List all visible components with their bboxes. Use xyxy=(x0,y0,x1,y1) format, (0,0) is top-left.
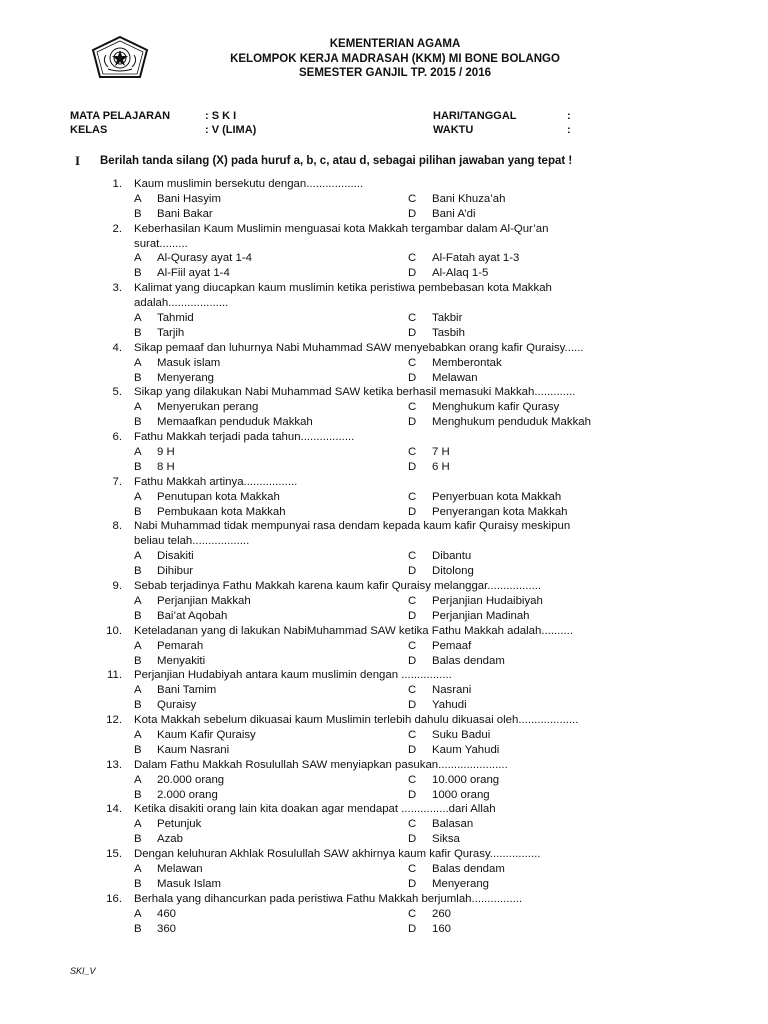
option-letter-c[interactable]: C xyxy=(408,356,417,369)
question-line xyxy=(0,222,768,237)
option-b: Bani Bakar xyxy=(157,207,213,220)
option-a: 460 xyxy=(157,907,177,920)
question-item xyxy=(0,222,768,282)
question-item xyxy=(0,624,768,669)
header-group: KELOMPOK KERJA MADRASAH (KKM) MI BONE BOLANGO xyxy=(230,52,560,65)
option-letter-d[interactable]: D xyxy=(408,267,417,280)
options-row xyxy=(0,743,768,758)
option-d: Kaum Yahudi xyxy=(432,743,500,756)
option-letter-d[interactable]: D xyxy=(408,833,417,846)
options-row xyxy=(0,683,768,698)
option-a: Disakiti xyxy=(157,550,194,563)
option-letter-c[interactable]: C xyxy=(408,312,417,325)
option-b: Menyerang xyxy=(157,371,214,384)
option-letter-d[interactable]: D xyxy=(408,609,417,622)
question-number: 15. xyxy=(106,848,122,861)
question-text: Fathu Makkah artinya................. xyxy=(134,475,298,488)
question-number: 12. xyxy=(106,714,122,727)
option-letter-d[interactable]: D xyxy=(408,922,417,935)
options-row xyxy=(0,326,768,341)
options-row xyxy=(0,460,768,475)
header-semester: SEMESTER GANJIL TP. 2015 / 2016 xyxy=(299,67,491,79)
option-letter-c[interactable]: C xyxy=(408,594,417,607)
option-a: Bani Hasyim xyxy=(157,192,221,205)
question-number: 9. xyxy=(112,580,122,593)
option-letter-a[interactable]: A xyxy=(134,550,142,563)
option-letter-b[interactable]: B xyxy=(134,609,142,622)
question-number: 5. xyxy=(112,386,122,399)
question-text: Keteladanan yang di lakukan NabiMuhammad SAW ketika Fathu Makkah adalah.......... xyxy=(134,624,573,637)
section-number: I xyxy=(75,153,81,168)
option-c: Menghukum kafir Qurasy xyxy=(432,401,560,414)
option-c: Balas dendam xyxy=(432,862,505,875)
option-d: Tasbih xyxy=(432,326,465,339)
option-d: 160 xyxy=(432,922,452,935)
option-letter-b[interactable]: B xyxy=(134,207,142,220)
option-letter-c[interactable]: C xyxy=(408,639,417,652)
question-item xyxy=(0,177,768,222)
option-d: Menyerang xyxy=(432,877,489,890)
options-row xyxy=(0,698,768,713)
option-letter-a[interactable]: A xyxy=(134,862,142,875)
question-text: Sebab terjadinya Fathu Makkah karena kaum kafir Quraisy melanggar................. xyxy=(134,580,542,593)
option-b: 8 H xyxy=(157,460,175,473)
question-item xyxy=(0,475,768,520)
option-c: Al-Fatah ayat 1-3 xyxy=(432,252,520,265)
question-line xyxy=(0,385,768,400)
question-text: Sikap pemaaf dan luhurnya Nabi Muhammad SAW menyebabkan orang kafir Quraisy...... xyxy=(134,341,584,354)
option-b: Pembukaan kota Makkah xyxy=(157,505,286,518)
option-a: 20.000 orang xyxy=(157,773,225,786)
options-row xyxy=(0,415,768,430)
options-row xyxy=(0,266,768,281)
option-d: 6 H xyxy=(432,460,450,473)
option-c: 10.000 orang xyxy=(432,773,500,786)
ministry-logo xyxy=(90,35,150,79)
option-letter-d[interactable]: D xyxy=(408,207,417,220)
class-value: : V (LIMA) xyxy=(205,124,257,136)
option-c: Bani Khuza’ah xyxy=(432,192,506,205)
ministry-emblem-icon xyxy=(90,35,150,79)
day-label: HARI/TANGGAL xyxy=(433,110,517,122)
options-row xyxy=(0,356,768,371)
question-line xyxy=(0,624,768,639)
options-row xyxy=(0,505,768,520)
question-number: 11. xyxy=(107,669,122,682)
question-text: Dalam Fathu Makkah Rosulullah SAW menyiapkan pasukan...................... xyxy=(134,758,508,771)
option-letter-b[interactable]: B xyxy=(134,416,142,429)
options-row xyxy=(0,400,768,415)
question-item xyxy=(0,341,768,386)
option-letter-c[interactable]: C xyxy=(408,446,417,459)
question-item xyxy=(0,385,768,430)
question-text: Berhala yang dihancurkan pada peristiwa Fathu Makkah berjumlah................ xyxy=(134,892,523,905)
options-row xyxy=(0,445,768,460)
class-label: KELAS xyxy=(70,124,108,136)
question-line xyxy=(0,758,768,773)
question-item xyxy=(0,802,768,847)
options-row xyxy=(0,654,768,669)
option-letter-b[interactable]: B xyxy=(134,505,142,518)
question-item xyxy=(0,579,768,624)
option-b: 2.000 orang xyxy=(157,788,218,801)
question-text: Ketika disakiti orang lain kita doakan agar mendapat ...............dari Allah xyxy=(134,803,496,816)
option-c: Penyerbuan kota Makkah xyxy=(432,490,562,503)
question-number: 16. xyxy=(106,892,122,905)
option-a: Melawan xyxy=(157,862,203,875)
time-value: : xyxy=(567,124,571,136)
section-instruction: Berilah tanda silang (X) pada huruf a, b, c, atau d, sebagai pilihan jawaban yang tepat ! xyxy=(100,155,573,167)
option-letter-d[interactable]: D xyxy=(408,416,417,429)
option-b: Menyakiti xyxy=(157,654,206,667)
options-row xyxy=(0,311,768,326)
option-letter-c[interactable]: C xyxy=(408,728,417,741)
footer-code: SKI_V xyxy=(70,966,96,976)
exam-info xyxy=(70,109,690,137)
question-text: Kota Makkah sebelum dikuasai kaum Muslimin terlebih dahulu dikuasai oleh................... xyxy=(134,714,579,727)
option-letter-d[interactable]: D xyxy=(408,743,417,756)
day-value: : xyxy=(567,110,571,122)
options-row xyxy=(0,832,768,847)
option-letter-d[interactable]: D xyxy=(408,460,417,473)
question-item xyxy=(0,668,768,713)
option-c: 7 H xyxy=(432,446,450,459)
option-b: Dihibur xyxy=(157,565,194,578)
info-row-class xyxy=(70,123,690,137)
question-text: Sikap yang dilakukan Nabi Muhammad SAW ketika berhasil memasuki Makkah............. xyxy=(134,386,576,399)
question-text: Fathu Makkah terjadi pada tahun................. xyxy=(134,431,355,444)
options-row xyxy=(0,862,768,877)
option-letter-c[interactable]: C xyxy=(408,401,417,414)
option-letter-a[interactable]: A xyxy=(134,356,142,369)
option-a: Penutupan kota Makkah xyxy=(157,490,280,503)
options-row xyxy=(0,877,768,892)
option-b: Masuk Islam xyxy=(157,877,221,890)
options-row xyxy=(0,817,768,832)
question-line xyxy=(0,281,768,296)
option-d: Menghukum penduduk Makkah xyxy=(432,416,591,429)
option-letter-d[interactable]: D xyxy=(408,699,417,712)
option-c: Takbir xyxy=(432,312,463,325)
options-row xyxy=(0,207,768,222)
option-c: Dibantu xyxy=(432,550,472,563)
options-row xyxy=(0,907,768,922)
option-d: Penyerangan kota Makkah xyxy=(432,505,568,518)
question-number: 14. xyxy=(106,803,122,816)
option-a: Menyerukan perang xyxy=(157,401,259,414)
question-text: Perjanjian Hudabiyah antara kaum muslimin dengan ................ xyxy=(134,669,452,682)
option-c: Pemaaf xyxy=(432,639,472,652)
question-number: 3. xyxy=(112,282,122,295)
options-row xyxy=(0,639,768,654)
option-d: Bani A’di xyxy=(432,207,476,220)
option-a: Bani Tamim xyxy=(157,684,217,697)
question-line xyxy=(0,892,768,907)
question-text: Kaum muslimin bersekutu dengan.................. xyxy=(134,178,364,190)
option-c: 260 xyxy=(432,907,452,920)
option-letter-d[interactable]: D xyxy=(408,326,417,339)
option-letter-b[interactable]: B xyxy=(134,788,142,801)
options-row xyxy=(0,594,768,609)
question-text: adalah................... xyxy=(134,297,229,310)
option-letter-c[interactable]: C xyxy=(408,684,417,697)
question-line xyxy=(0,534,768,549)
option-b: Quraisy xyxy=(157,699,197,712)
option-letter-b[interactable]: B xyxy=(134,565,142,578)
option-letter-b[interactable]: B xyxy=(134,922,142,935)
subject-label: MATA PELAJARAN xyxy=(70,110,171,122)
option-letter-a[interactable]: A xyxy=(134,490,142,503)
option-letter-b[interactable]: B xyxy=(134,267,142,280)
question-line xyxy=(0,802,768,817)
option-c: Perjanjian Hudaibiyah xyxy=(432,594,543,607)
option-letter-a[interactable]: A xyxy=(134,401,142,414)
option-letter-b[interactable]: B xyxy=(134,877,142,890)
question-line xyxy=(0,177,768,192)
option-a: Pemarah xyxy=(157,639,204,652)
options-row xyxy=(0,549,768,564)
question-text: Kalimat yang diucapkan kaum muslimin ketika peristiwa pembebasan kota Makkah xyxy=(134,282,552,295)
option-letter-b[interactable]: B xyxy=(134,460,142,473)
option-letter-d[interactable]: D xyxy=(408,565,417,578)
option-c: Suku Badui xyxy=(432,728,491,741)
info-row-subject xyxy=(70,109,690,123)
option-letter-c[interactable]: C xyxy=(408,550,417,563)
option-a: Tahmid xyxy=(157,312,194,325)
option-letter-a[interactable]: A xyxy=(134,446,142,459)
option-letter-c[interactable]: C xyxy=(408,192,417,205)
option-letter-b[interactable]: B xyxy=(134,654,142,667)
option-c: Nasrani xyxy=(432,684,472,697)
question-number: 13. xyxy=(106,758,122,771)
option-d: Siksa xyxy=(432,833,460,846)
option-d: Al-Alaq 1-5 xyxy=(432,267,489,280)
option-a: Petunjuk xyxy=(157,818,202,831)
option-b: 360 xyxy=(157,922,177,935)
question-line xyxy=(0,296,768,311)
question-item xyxy=(0,519,768,579)
question-number: 8. xyxy=(112,520,122,533)
question-text: beliau telah.................. xyxy=(134,535,250,548)
options-row xyxy=(0,490,768,505)
question-number: 7. xyxy=(112,475,122,488)
option-d: Ditolong xyxy=(432,565,474,578)
option-letter-b[interactable]: B xyxy=(134,743,142,756)
option-b: Azab xyxy=(157,833,183,846)
option-b: Bai’at Aqobah xyxy=(157,609,228,622)
options-row xyxy=(0,371,768,386)
option-letter-c[interactable]: C xyxy=(408,252,417,265)
question-line xyxy=(0,519,768,534)
option-letter-a[interactable]: A xyxy=(134,594,142,607)
question-item xyxy=(0,281,768,341)
question-number: 6. xyxy=(112,431,122,444)
subject-value: : S K I xyxy=(205,110,237,122)
option-c: Balasan xyxy=(432,818,474,831)
option-letter-b[interactable]: B xyxy=(134,833,142,846)
option-d: 1000 orang xyxy=(432,788,490,801)
option-letter-a[interactable]: A xyxy=(134,728,142,741)
options-row xyxy=(0,788,768,803)
option-letter-a[interactable]: A xyxy=(134,684,142,697)
question-number: 1. xyxy=(112,178,122,190)
question-item xyxy=(0,847,768,892)
option-letter-a[interactable]: A xyxy=(134,312,142,325)
question-line xyxy=(0,430,768,445)
option-b: Al-Fiil ayat 1-4 xyxy=(157,267,230,280)
option-letter-d[interactable]: D xyxy=(408,371,417,384)
question-number: 4. xyxy=(112,341,122,354)
option-letter-a[interactable]: A xyxy=(134,818,142,831)
options-row xyxy=(0,922,768,937)
option-letter-c[interactable]: C xyxy=(408,818,417,831)
question-line xyxy=(0,579,768,594)
options-row xyxy=(0,564,768,579)
options-row xyxy=(0,609,768,624)
question-line xyxy=(0,847,768,862)
option-d: Yahudi xyxy=(432,699,467,712)
document-header xyxy=(200,37,590,81)
option-a: 9 H xyxy=(157,446,175,459)
option-d: Melawan xyxy=(432,371,478,384)
question-text: Keberhasilan Kaum Muslimin menguasai kota Makkah tergambar dalam Al-Qur’an xyxy=(134,222,549,235)
option-letter-b[interactable]: B xyxy=(134,326,142,339)
option-letter-c[interactable]: C xyxy=(408,862,417,875)
time-label: WAKTU xyxy=(433,124,474,136)
option-letter-b[interactable]: B xyxy=(134,371,142,384)
option-letter-d[interactable]: D xyxy=(408,505,417,518)
option-a: Al-Qurasy ayat 1-4 xyxy=(157,252,252,265)
question-line xyxy=(0,237,768,252)
option-letter-a[interactable]: A xyxy=(134,773,142,786)
option-a: Masuk islam xyxy=(157,356,221,369)
question-number: 2. xyxy=(112,222,122,235)
options-row xyxy=(0,728,768,743)
question-text: surat......... xyxy=(134,237,188,250)
question-text: Dengan keluhuran Akhlak Rosulullah SAW akhirnya kaum kafir Qurasy................ xyxy=(134,848,541,861)
option-letter-a[interactable]: A xyxy=(134,907,142,920)
option-a: Perjanjian Makkah xyxy=(157,594,251,607)
option-letter-c[interactable]: C xyxy=(408,773,417,786)
options-row xyxy=(0,251,768,266)
option-letter-a[interactable]: A xyxy=(134,639,142,652)
question-line xyxy=(0,713,768,728)
option-letter-d[interactable]: D xyxy=(408,877,417,890)
option-letter-c[interactable]: C xyxy=(408,907,417,920)
question-list xyxy=(0,177,768,936)
question-item xyxy=(0,892,768,937)
question-line xyxy=(0,668,768,683)
option-b: Kaum Nasrani xyxy=(157,743,230,756)
option-d: Balas dendam xyxy=(432,654,505,667)
option-a: Kaum Kafir Quraisy xyxy=(157,728,256,741)
question-line xyxy=(0,475,768,490)
option-letter-d[interactable]: D xyxy=(408,788,417,801)
option-letter-a[interactable]: A xyxy=(134,192,142,205)
option-letter-c[interactable]: C xyxy=(408,490,417,503)
option-c: Memberontak xyxy=(432,356,502,369)
option-d: Perjanjian Madinah xyxy=(432,609,530,622)
option-b: Memaafkan penduduk Makkah xyxy=(157,416,313,429)
question-text: Nabi Muhammad tidak mempunyai rasa dendam kepada kaum kafir Quraisy meskipun xyxy=(134,520,571,533)
options-row xyxy=(0,773,768,788)
question-item xyxy=(0,430,768,475)
question-number: 10. xyxy=(106,624,122,637)
question-item xyxy=(0,713,768,758)
option-letter-a[interactable]: A xyxy=(134,252,142,265)
header-ministry: KEMENTERIAN AGAMA xyxy=(329,38,461,50)
option-b: Tarjih xyxy=(157,326,185,339)
option-letter-d[interactable]: D xyxy=(408,654,417,667)
question-item xyxy=(0,758,768,803)
options-row xyxy=(0,192,768,207)
question-line xyxy=(0,341,768,356)
option-letter-b[interactable]: B xyxy=(134,699,142,712)
